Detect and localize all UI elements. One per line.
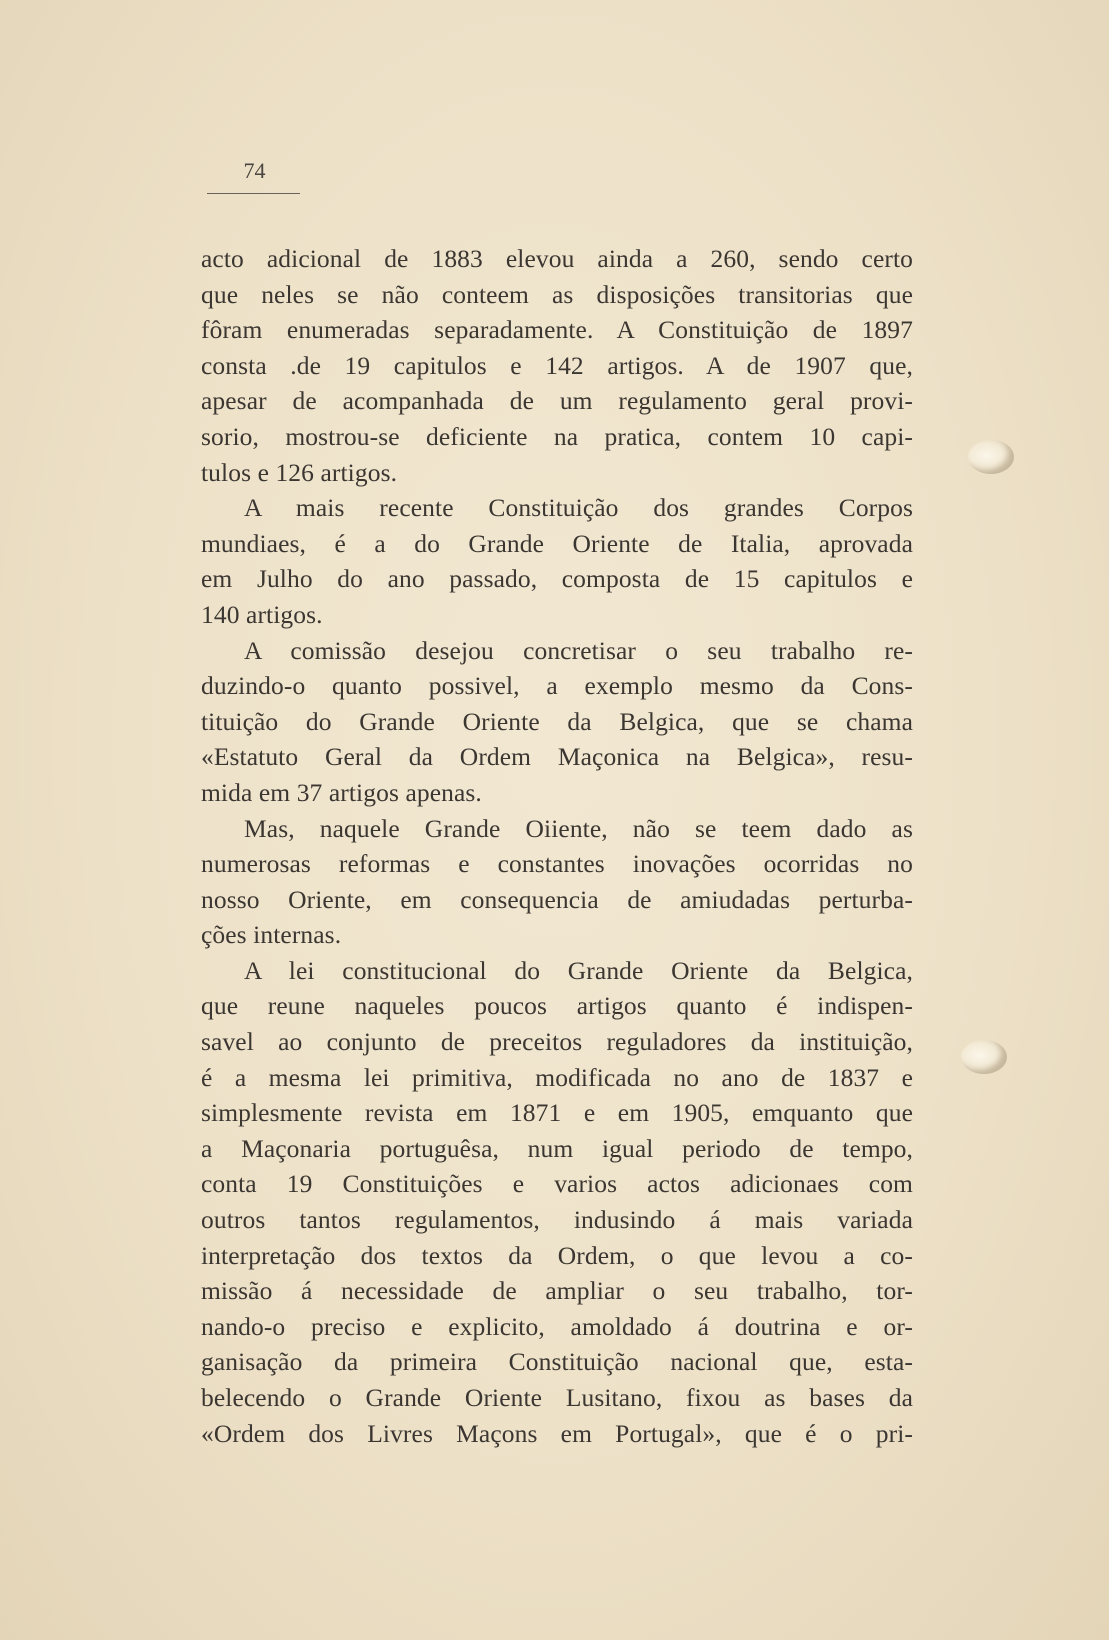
text-line: conta 19 Constituições e varios actos adicionaes com [201,1169,913,1199]
body-text [201,241,913,1451]
text-line: «Ordem dos Livres Maçons em Portugal», que é o pri- [201,1418,913,1448]
text-line: a Maçonaria portuguêsa, num igual periodo de tempo, [201,1133,913,1163]
text-line: ganisação da primeira Constituição nacional que, esta- [201,1347,913,1377]
text-line: nosso Oriente, em consequencia de amiudadas perturba- [201,884,913,914]
binding-hole-top [968,440,1014,474]
text-line: 140 artigos. [201,599,323,629]
text-line: fôram enumeradas separadamente. A Constituição de 1897 [201,315,913,345]
text-line: consta .de 19 capitulos e 142 artigos. A de 1907 que, [201,350,913,380]
text-line: duzindo-o quanto possivel, a exemplo mesmo da Cons- [201,671,913,701]
text-line: sorio, mostrou-se deficiente na pratica, contem 10 capi- [201,421,913,451]
text-line: savel ao conjunto de preceitos reguladores da instituição, [201,1027,913,1057]
text-line: que neles se não conteem as disposições transitorias que [201,279,913,309]
text-line: interpretação dos textos da Ordem, o que levou a co- [201,1240,913,1270]
text-line: outros tantos regulamentos, indusindo á mais variada [201,1205,913,1235]
text-line: que reune naqueles poucos artigos quanto é indispen- [201,991,913,1021]
text-line: A comissão desejou concretisar o seu trabalho re- [244,635,913,665]
text-line: acto adicional de 1883 elevou ainda a 260, sendo certo [201,244,913,273]
text-line: simplesmente revista em 1871 e em 1905, emquanto que [201,1098,913,1128]
text-line: belecendo o Grande Oriente Lusitano, fixou as bases da [201,1383,913,1412]
text-line: tulos e 126 artigos. [201,457,398,487]
text-line: ções internas. [201,920,342,950]
text-line: é a mesma lei primitiva, modificada no ano de 1837 e [201,1062,913,1092]
page-number-rule [207,193,300,194]
text-line: numerosas reformas e constantes inovações ocorridas no [201,849,913,879]
page-number: 74 [243,158,266,183]
text-line: em Julho do ano passado, composta de 15 capitulos e [201,564,913,594]
text-line: A mais recente Constituição dos grandes Corpos [244,493,913,523]
text-line: Mas, naquele Grande Oiiente, não se teem dado as [244,813,913,843]
text-line: apesar de acompanhada de um regulamento geral provi- [201,386,913,416]
text-line: mundiaes, é a do Grande Oriente de Italia, aprovada [201,528,913,558]
text-line: A lei constitucional do Grande Oriente da Belgica, [244,955,913,985]
text-line: missão á necessidade de ampliar o seu trabalho, tor- [201,1276,913,1306]
text-line: tituição do Grande Oriente da Belgica, que se chama [201,706,913,736]
binding-hole-bottom [961,1040,1007,1074]
text-line: mida em 37 artigos apenas. [201,777,482,807]
text-line: «Estatuto Geral da Ordem Maçonica na Belgica», resu- [201,742,913,772]
text-line: nando-o preciso e explicito, amoldado á doutrina e or- [201,1311,913,1341]
